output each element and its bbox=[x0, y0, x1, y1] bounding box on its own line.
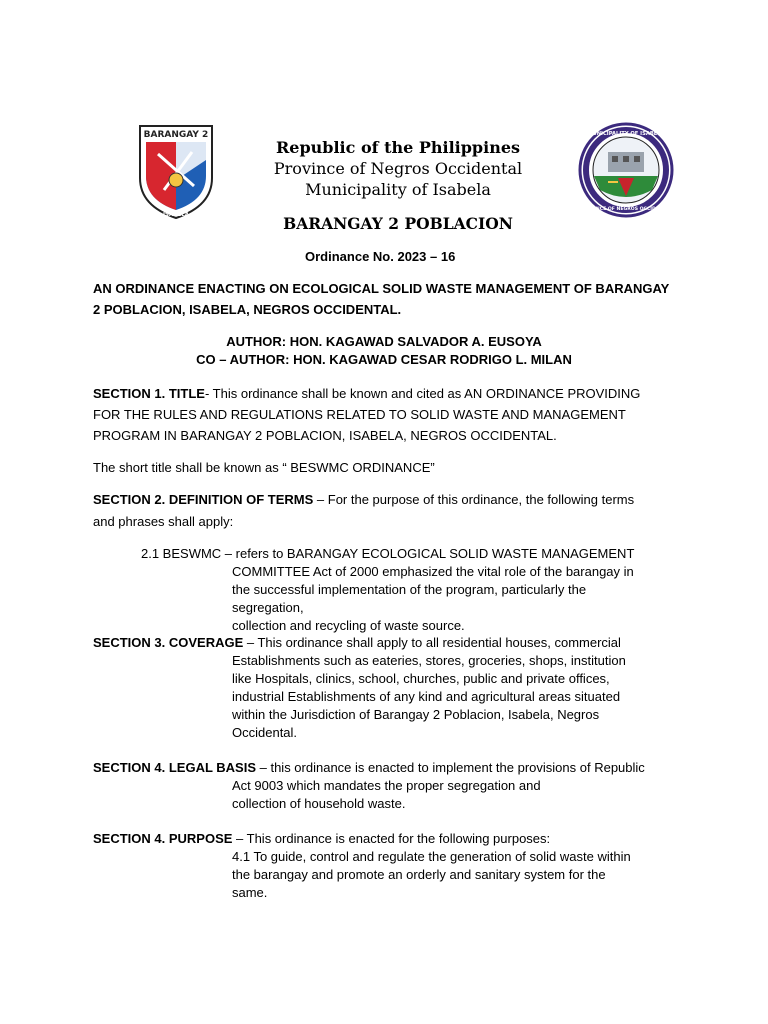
municipality-heading: Municipality of Isabela bbox=[305, 180, 491, 199]
section-2-line-2: and phrases shall apply: bbox=[93, 514, 234, 529]
section-2-text-1: – For the purpose of this ordinance, the following terms bbox=[313, 492, 635, 507]
section-3-heading: SECTION 3. COVERAGE bbox=[93, 635, 244, 650]
ordinance-title-line-2: 2 POBLACION, ISABELA, NEGROS OCCIDENTAL. bbox=[93, 302, 402, 317]
section-3-line-6: Occidental. bbox=[232, 725, 298, 740]
section-3-line-4: industrial Establishments of any kind and agricultural areas situated bbox=[232, 689, 621, 704]
section-3-line-3: like Hospitals, clinics, school, churches, public and private offices, bbox=[232, 671, 610, 686]
section-4-legal-line-2: Act 9003 which mandates the proper segregation and bbox=[232, 778, 541, 793]
section-4-legal-heading: SECTION 4. LEGAL BASIS bbox=[93, 760, 257, 775]
section-4-legal-line-1 bbox=[93, 759, 645, 777]
item-2-1-line-2: COMMITTEE Act of 2000 emphasized the vital role of the barangay in bbox=[232, 564, 634, 579]
barangay-heading: BARANGAY 2 POBLACION bbox=[283, 214, 513, 233]
co-author-line: CO – AUTHOR: HON. KAGAWAD CESAR RODRIGO L. MILAN bbox=[196, 352, 572, 367]
province-heading: Province of Negros Occidental bbox=[273, 159, 523, 178]
item-2-1-line-4: segregation, bbox=[232, 600, 304, 615]
section-4-legal-text-1: – this ordinance is enacted to implement the provisions of Republic bbox=[256, 760, 645, 775]
ordinance-number: Ordinance No. 2023 – 16 bbox=[305, 249, 456, 264]
section-1-text-1: - This ordinance shall be known and cited as AN ORDINANCE PROVIDING bbox=[204, 386, 641, 401]
item-2-1-line-1: 2.1 BESWMC – refers to BARANGAY ECOLOGICAL SOLID WASTE MANAGEMENT bbox=[141, 546, 635, 561]
section-3-line-1 bbox=[93, 634, 621, 652]
section-3-line-2: Establishments such as eateries, stores, groceries, shops, institution bbox=[232, 653, 626, 668]
section-4-purpose-heading: SECTION 4. PURPOSE bbox=[93, 831, 233, 846]
section-2-heading: SECTION 2. DEFINITION OF TERMS bbox=[93, 492, 314, 507]
section-3-line-5: within the Jurisdiction of Barangay 2 Poblacion, Isabela, Negros bbox=[232, 707, 600, 722]
section-4-purpose-line-3: the barangay and promote an orderly and sanitary system for the bbox=[232, 867, 606, 882]
section-3-text-1: – This ordinance shall apply to all residential houses, commercial bbox=[243, 635, 621, 650]
item-2-1-line-5: collection and recycling of waste source. bbox=[232, 618, 465, 633]
section-4-legal-line-3: collection of household waste. bbox=[232, 796, 406, 811]
seal-left-top-text: BARANGAY 2 bbox=[143, 130, 209, 140]
section-4-purpose-line-2: 4.1 To guide, control and regulate the generation of solid waste within bbox=[232, 849, 631, 864]
section-2-line-1 bbox=[93, 491, 634, 509]
section-4-purpose-line-1 bbox=[93, 830, 550, 848]
seal-left-bottom-text: ISABELA bbox=[163, 212, 189, 218]
short-title-line: The short title shall be known as “ BESWMC ORDINANCE” bbox=[93, 460, 435, 475]
section-4-purpose-text-1: – This ordinance is enacted for the following purposes: bbox=[232, 831, 551, 846]
author-line: AUTHOR: HON. KAGAWAD SALVADOR A. EUSOYA bbox=[226, 334, 542, 349]
republic-heading: Republic of the Philippines bbox=[275, 138, 521, 157]
ordinance-title-line-1: AN ORDINANCE ENACTING ON ECOLOGICAL SOLID WASTE MANAGEMENT OF BARANGAY bbox=[93, 281, 670, 296]
section-1-line-3: PROGRAM IN BARANGAY 2 POBLACION, ISABELA, NEGROS OCCIDENTAL. bbox=[93, 428, 557, 443]
section-4-purpose-line-4: same. bbox=[232, 885, 268, 900]
section-1-heading: SECTION 1. TITLE bbox=[93, 386, 205, 401]
section-1-line-1 bbox=[93, 385, 640, 403]
seal-right-top-text: MUNICIPALITY OF ISABELA bbox=[587, 131, 665, 137]
seal-right-bottom-text: PROVINCE OF NEGROS OCCIDENTAL bbox=[579, 207, 673, 212]
item-2-1-line-3: the successful implementation of the program, particularly the bbox=[232, 582, 587, 597]
section-1-line-2: FOR THE RULES AND REGULATIONS RELATED TO SOLID WASTE AND MANAGEMENT bbox=[93, 407, 626, 422]
